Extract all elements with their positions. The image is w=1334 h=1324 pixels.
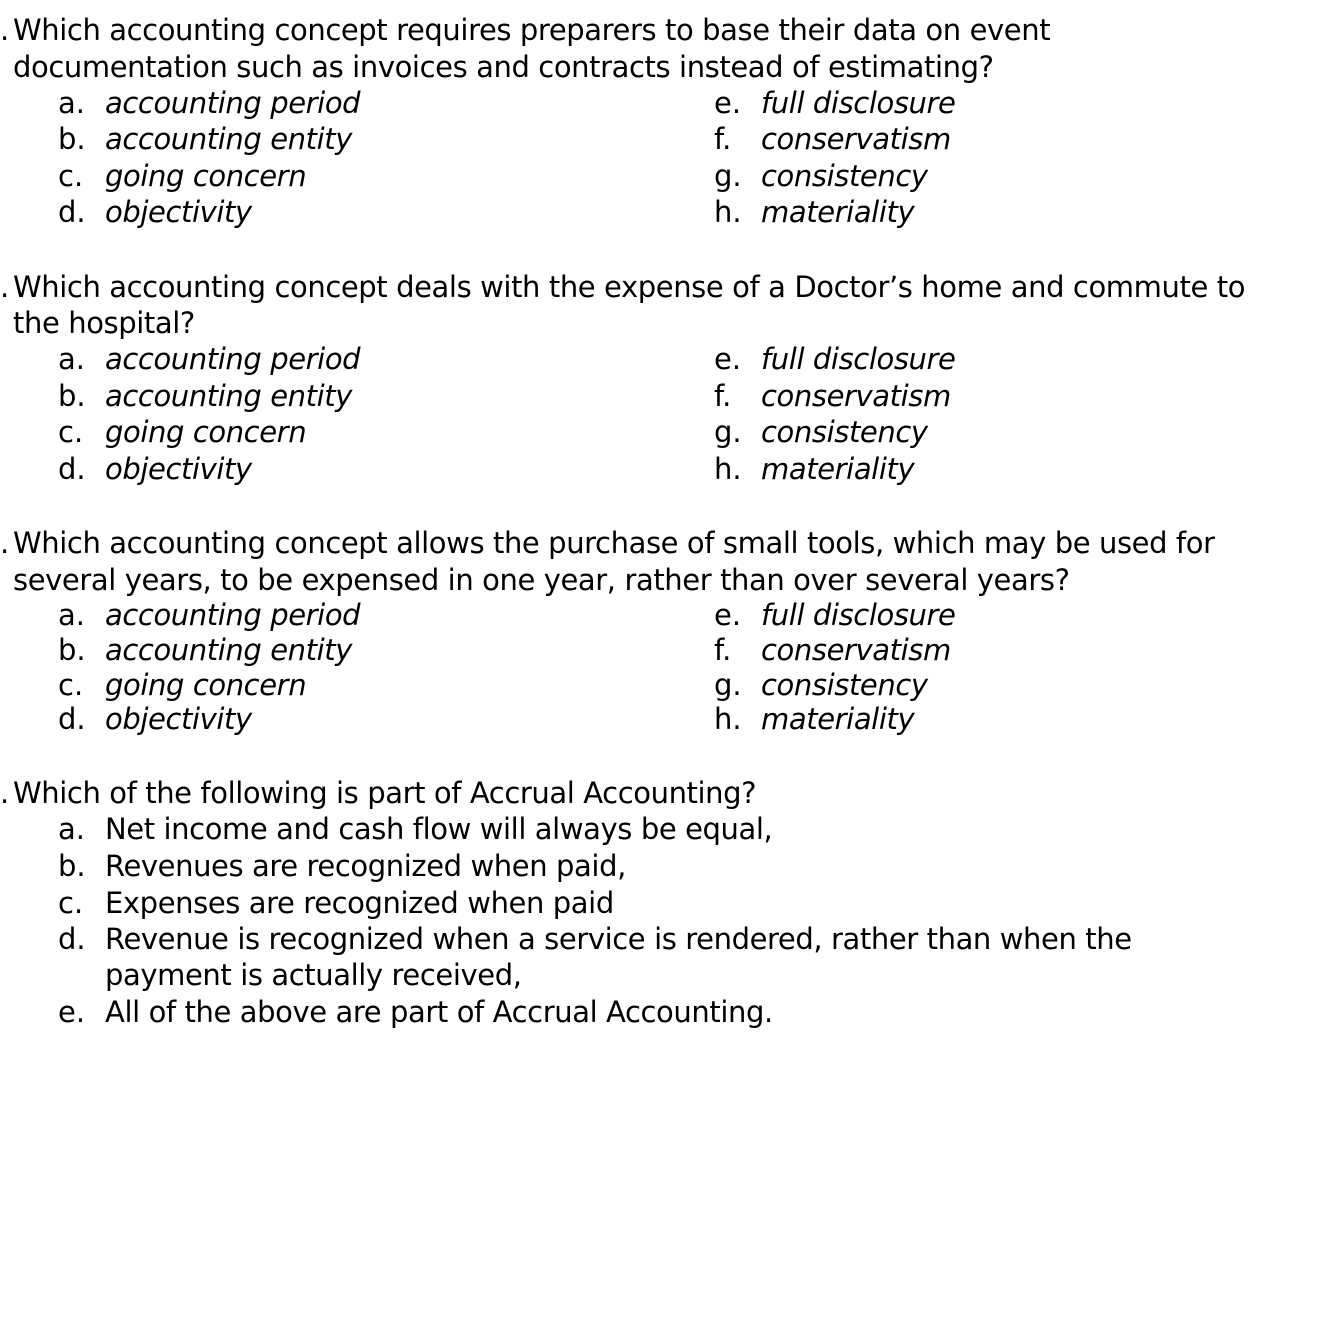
question-1-option-c-letter: c. [58,159,84,193]
question-1-option-d-letter: d. [58,195,86,229]
question-4-option-d-letter: d. [58,922,86,956]
question-2-option-g-letter: g. [714,415,742,449]
question-3-option-e: full disclosure [761,598,956,632]
question-2-option-h-letter: h. [714,452,742,486]
question-1-marker: . [0,13,10,47]
question-1-text-line-1: Which accounting concept requires preparers to base their data on event [13,13,1051,47]
question-3-option-a: accounting period [105,598,361,632]
question-3-option-f-letter: f. [714,633,732,667]
question-4-option-c-letter: c. [58,886,84,920]
question-1-option-d: objectivity [105,195,252,229]
question-1-option-f: conservatism [761,122,951,156]
question-1-option-g-letter: g. [714,159,742,193]
question-1-option-a: accounting period [105,86,361,120]
question-1-option-g: consistency [761,159,928,193]
question-4-option-b-letter: b. [58,849,86,883]
question-4-option-a-letter: a. [58,812,85,846]
question-3-option-e-letter: e. [714,598,742,632]
question-2-option-b: accounting entity [105,379,352,413]
question-3-option-b: accounting entity [105,633,352,667]
question-3-option-d: objectivity [105,702,252,736]
question-1-option-e-letter: e. [714,86,742,120]
question-2-option-g: consistency [761,415,928,449]
question-3-marker: . [0,526,10,560]
question-1-text-line-2: documentation such as invoices and contracts instead of estimating? [13,50,994,84]
question-1-option-a-letter: a. [58,86,85,120]
question-1-option-e: full disclosure [761,86,956,120]
question-3-option-b-letter: b. [58,633,86,667]
question-3-text-line-2: several years, to be expensed in one year, rather than over several years? [13,563,1070,597]
question-1-option-h: materiality [761,195,915,229]
question-1-option-h-letter: h. [714,195,742,229]
question-4-option-a: Net income and cash flow will always be equal, [105,812,773,846]
question-3-option-f: conservatism [761,633,951,667]
question-2-option-a-letter: a. [58,342,85,376]
question-2-text-line-1: Which accounting concept deals with the expense of a Doctor’s home and commute to [13,270,1246,304]
question-3-option-h: materiality [761,702,915,736]
question-4-text-line-1: Which of the following is part of Accrual Accounting? [13,776,757,810]
question-2-option-c: going concern [105,415,307,449]
question-2-option-e: full disclosure [761,342,956,376]
question-3-option-g-letter: g. [714,668,742,702]
question-4-option-c: Expenses are recognized when paid [105,886,614,920]
question-1-option-f-letter: f. [714,122,732,156]
question-2-option-d-letter: d. [58,452,86,486]
question-1-option-b-letter: b. [58,122,86,156]
question-4-option-d: Revenue is recognized when a service is rendered, rather than when the [105,922,1132,956]
question-2-option-d: objectivity [105,452,252,486]
question-2-option-e-letter: e. [714,342,742,376]
question-3-option-a-letter: a. [58,598,85,632]
question-3-option-c-letter: c. [58,668,84,702]
question-2-option-h: materiality [761,452,915,486]
question-4-option-e: All of the above are part of Accrual Accounting. [105,995,773,1029]
question-2-option-c-letter: c. [58,415,84,449]
question-4-marker: . [0,776,10,810]
question-4-option-e-letter: e. [58,995,86,1029]
question-1-option-b: accounting entity [105,122,352,156]
question-2-marker: . [0,270,10,304]
question-3-option-d-letter: d. [58,702,86,736]
question-2-text-line-2: the hospital? [13,306,195,340]
question-2-option-b-letter: b. [58,379,86,413]
question-3-option-h-letter: h. [714,702,742,736]
question-3-option-g: consistency [761,668,928,702]
question-4-option-d-continued: payment is actually received, [105,958,522,992]
question-2-option-f-letter: f. [714,379,732,413]
question-2-option-f: conservatism [761,379,951,413]
question-3-option-c: going concern [105,668,307,702]
question-3-text-line-1: Which accounting concept allows the purchase of small tools, which may be used for [13,526,1215,560]
question-2-option-a: accounting period [105,342,361,376]
question-4-option-b: Revenues are recognized when paid, [105,849,626,883]
question-1-option-c: going concern [105,159,307,193]
